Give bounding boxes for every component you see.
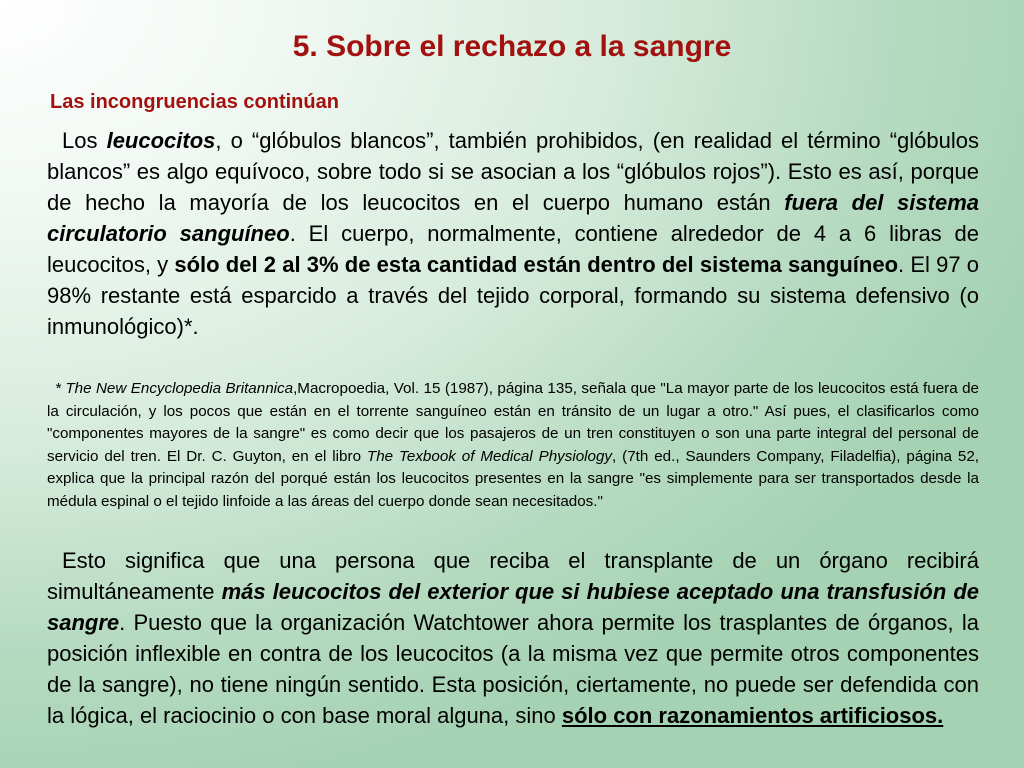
para2-text-3: . Puesto que la organización Watchtower ahora permite los trasplantes de órganos, la posición inflexible en contra de los leucocitos (a la misma vez que permite otros componentes de la sangre), no tiene ningún sentido. Esta posición, ciertamente, no puede ser defendida con la lógica, el raciocinio o con base moral alguna, sino <box>47 610 979 728</box>
slide-subtitle: Las incongruencias continúan <box>50 91 339 113</box>
para1-emphasis-leucocitos: leucocitos <box>106 128 216 153</box>
slide-title: 5. Sobre el rechazo a la sangre <box>292 30 732 63</box>
para1-emphasis-fuera: fuera del sistema circulatorio sanguíneo <box>47 190 979 246</box>
footnote-book-title: The Texbook of Medical Physiology <box>366 447 613 465</box>
paragraph-leucocitos <box>47 125 979 342</box>
para1-emphasis-porcentaje: sólo del 2 al 3% de esta cantidad están dentro del sistema sanguíneo <box>174 252 899 277</box>
footnote-text-2: ,Macropoedia, Vol. 15 (1987), página 135, señala que "La mayor parte de los leucocitos está fuera de la circulación, y los pocos que están en el torrente sanguíneo están en tránsito de un lugar a otro." Así pues, el clasificarlos como "componentes mayores de la sangre" es como decir que los pasajeros de un tren constituyen o son una parte integral del personal de servicio del tren. El Dr. C. Guyton, en el libro <box>47 380 979 465</box>
para1-text-5: . El cuerpo, normalmente, contiene alrededor de 4 a 6 libras de leucocitos, y <box>47 221 980 277</box>
footnote-source: * The New Encyclopedia Britannica <box>55 380 294 397</box>
para2-text-1: Esto significa que una persona que reciba el transplante de un órgano recibirá simultáneamente <box>47 548 979 604</box>
para2-emphasis-conclusion: sólo con razonamientos artificiosos. <box>561 703 944 728</box>
footnote <box>47 378 979 514</box>
paragraph-transplante <box>47 545 979 731</box>
footnote-text-4: , (7th ed., Saunders Company, Filadelfia), página 52, explica que la principal razón del porqué están los leucocitos presentes en la sangre "es simplemente para ser transportados desde la médula espinal o el tejido linfoide a las áreas del cuerpo donde sean necesitados." <box>47 447 979 510</box>
para2-emphasis-transfusion: más leucocitos del exterior que si hubiese aceptado una transfusión de sangre <box>47 579 979 635</box>
para1-text-1: Los <box>62 128 107 153</box>
para1-text-7: . El 97 o 98% restante está esparcido a través del tejido corporal, formando su sistema defensivo (o inmunológico)*. <box>47 252 980 339</box>
para1-text-3: , o “glóbulos blancos”, también prohibidos, (en realidad el término “glóbulos blancos” es algo equívoco, sobre todo si se asocian a los “glóbulos rojos”). Esto es así, porque de hecho la mayoría de los leucocitos en el cuerpo humano están <box>47 128 979 215</box>
